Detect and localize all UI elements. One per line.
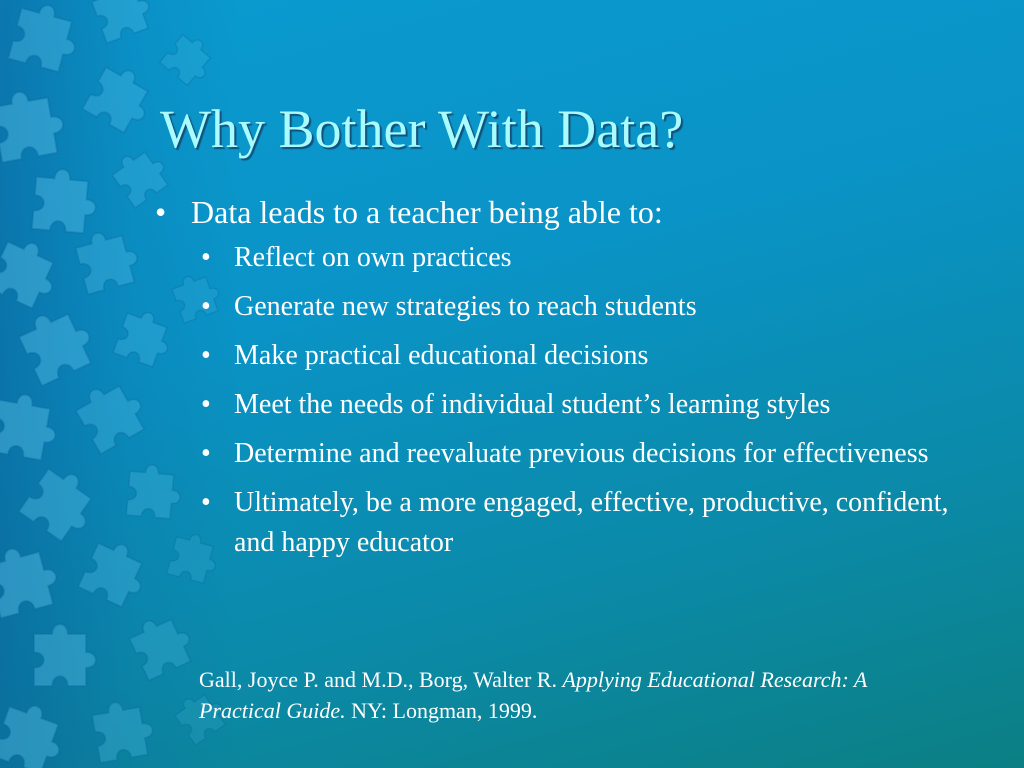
bullet-marker: • bbox=[201, 438, 211, 469]
sub-bullet-text: Generate new strategies to reach students bbox=[234, 291, 697, 322]
citation-book-title: Applying Educational Research: A Practical Guide. bbox=[199, 667, 867, 723]
citation-publisher: NY: Longman, 1999. bbox=[345, 698, 538, 723]
sub-bullet-text: Make practical educational decisions bbox=[234, 340, 649, 371]
sub-bullet bbox=[201, 385, 985, 425]
bullet-marker: • bbox=[201, 340, 211, 371]
sub-bullet bbox=[201, 287, 985, 327]
bullet-marker: • bbox=[201, 291, 211, 322]
citation bbox=[199, 664, 899, 726]
bullet-marker: • bbox=[201, 487, 211, 518]
sub-bullet-text: Reflect on own practices bbox=[234, 242, 512, 273]
main-bullet-text: Data leads to a teacher being able to: bbox=[191, 194, 663, 230]
sub-bullet-text: Ultimately, be a more engaged, effective, productive, confident, and happy educator bbox=[234, 487, 949, 558]
sub-bullet bbox=[201, 336, 985, 376]
sub-bullet bbox=[201, 238, 985, 278]
bullet-content bbox=[155, 190, 985, 572]
citation-authors: Gall, Joyce P. and M.D., Borg, Walter R. bbox=[199, 667, 563, 692]
sub-bullet-text: Meet the needs of individual student’s learning styles bbox=[234, 389, 831, 420]
bullet-marker: • bbox=[201, 242, 211, 273]
main-bullet bbox=[155, 190, 985, 234]
slide-title: Why Bother With Data? bbox=[160, 99, 684, 159]
sub-bullet bbox=[201, 434, 985, 474]
sub-bullet-list bbox=[201, 238, 985, 563]
sub-bullet-text: Determine and reevaluate previous decisions for effectiveness bbox=[234, 438, 929, 469]
bullet-marker: • bbox=[201, 389, 211, 420]
puzzle-piece bbox=[34, 624, 96, 686]
sub-bullet bbox=[201, 483, 985, 563]
bullet-marker: • bbox=[155, 194, 167, 230]
